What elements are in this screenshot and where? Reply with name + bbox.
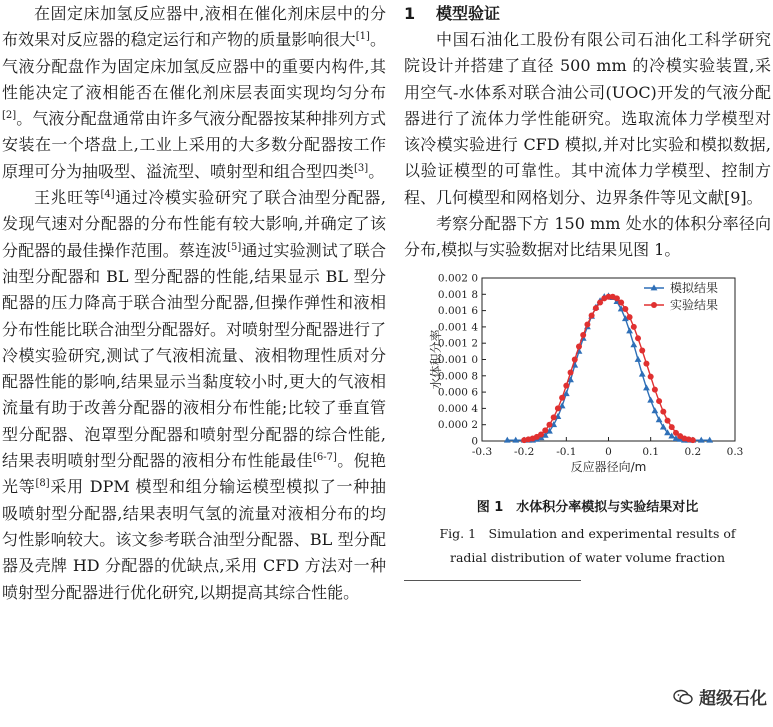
data-point-experiment	[593, 305, 599, 311]
x-axis-label: 反应器径向/m	[570, 459, 647, 474]
data-point-experiment	[656, 398, 662, 404]
watermark-text: 超级石化	[699, 689, 767, 709]
data-point-simulation	[651, 407, 658, 413]
data-point-simulation	[656, 416, 663, 422]
y-tick-label: 0.001 2	[437, 337, 478, 350]
citation: [4]	[100, 189, 115, 201]
paragraph-intro-2: 王兆旺等[4]通过冷模实验研究了联合油型分配器,发现气速对分配器的分布性能有较大影响,并确定了该分配器的最佳操作范围。蔡连波[5]通过实验测试了联合油型分配器和 BL 型分配器的性能,结果显示 BL 型分配器的压力降高于联合油型分配器,但操作弹性和液相分布性能比联合油型分配器好。对喷射型分配器进行了冷模实验研究,测试了气液相流量、液相物理性质对分配器性能的影响,结果显示当黏度较小时,更大的气液相流量有助于改善分配器的液相分布性能;比较了垂直管型分配器、泡罩型分配器和喷射型分配器的综合性能,结果表明喷射型分配器的液相分布性能最佳[6-7]。倪艳光等[8]采用 DPM 模型和组分输运模型模拟了一种抽吸喷射型分配器,结果表明气氢的流量对液相分布的均匀性影响较大。该文参考联合油型分配器、BL 型分配器及壳牌 HD 分配器的优缺点,采用 CFD 方法对一种喷射型分配器进行优化研究,以期提高其综合性能。	[2, 188, 387, 602]
data-point-experiment	[669, 424, 675, 430]
right-column	[404, 0, 771, 581]
y-tick-label: 0.000 8	[437, 369, 478, 382]
y-tick-label: 0.001 4	[437, 321, 478, 334]
figure-caption-en	[404, 522, 771, 570]
data-point-experiment	[639, 347, 645, 353]
y-tick-label: 0.000 4	[437, 402, 478, 415]
section-title: 模型验证	[436, 4, 501, 23]
data-point-experiment	[660, 408, 666, 414]
data-point-simulation	[635, 356, 642, 362]
data-point-simulation	[630, 341, 637, 347]
data-point-experiment	[618, 299, 624, 305]
data-point-experiment	[572, 356, 578, 362]
data-point-simulation	[660, 423, 667, 429]
data-point-experiment	[665, 417, 671, 423]
series-line-simulation	[507, 296, 709, 440]
data-point-experiment	[622, 306, 628, 312]
y-tick-label: 0.001 0	[437, 353, 478, 366]
data-point-experiment	[555, 405, 561, 411]
figure-1	[404, 272, 771, 496]
x-tick-label: -0.3	[471, 445, 493, 458]
data-point-experiment	[648, 373, 654, 379]
data-point-experiment	[690, 437, 696, 443]
wechat-icon	[673, 689, 693, 705]
data-point-experiment	[580, 332, 586, 338]
data-point-experiment	[631, 324, 637, 330]
data-point-experiment	[551, 414, 557, 420]
section-number: 1	[404, 4, 416, 23]
paragraph-intro-1: 在固定床加氢反应器中,液相在催化剂床层中的分布效果对反应器的稳定运行和产物的质量影响很大[1]。气液分配盘作为固定床加氢反应器中的重要内构件,其性能决定了液相能否在催化剂床层表面实现均匀分布[2]。气液分配盘通常由许多气液分配器按某种排列方式安装在一个塔盘上,工业上采用的大多数分配器按工作原理可分为抽吸型、溢流型、喷射型和组合型四类[3]。	[2, 4, 386, 181]
y-tick-label: 0	[471, 435, 478, 448]
data-point-experiment	[643, 360, 649, 366]
footnote-divider	[404, 580, 581, 581]
citation: [8]	[35, 478, 50, 490]
data-point-experiment	[589, 312, 595, 318]
x-tick-label: 0.3	[726, 445, 744, 458]
data-point-simulation	[639, 370, 646, 376]
data-point-experiment	[568, 369, 574, 375]
data-point-experiment	[652, 386, 658, 392]
watermark	[673, 684, 767, 709]
data-point-experiment	[559, 394, 565, 400]
legend-label: 实验结果	[670, 297, 719, 312]
figure-caption-en-line1: Fig. 1 Simulation and experimental results of	[439, 525, 736, 541]
citation: [2]	[2, 110, 17, 122]
figure-caption-en-line2: radial distribution of water volume fraction	[449, 549, 726, 565]
x-tick-label: 0.1	[642, 445, 660, 458]
data-point-experiment	[635, 335, 641, 341]
section-heading	[404, 1, 771, 27]
x-tick-label: 0	[605, 445, 612, 458]
citation: [1]	[355, 31, 370, 43]
data-point-experiment	[576, 343, 582, 349]
data-point-experiment	[546, 421, 552, 427]
paragraph-validation-2: 考察分配器下方 150 mm 处水的体积分率径向分布,模拟与实验数据对比结果见图 1。	[404, 214, 771, 260]
x-tick-label: -0.2	[514, 445, 535, 458]
y-axis-label: 水体积分率	[429, 329, 443, 390]
data-point-simulation	[643, 384, 650, 390]
water-fraction-chart	[404, 272, 771, 496]
y-tick-label: 0.002 0	[437, 272, 478, 285]
data-point-experiment	[542, 427, 548, 433]
citation: [5]	[227, 241, 242, 253]
x-tick-label: -0.1	[556, 445, 577, 458]
paragraph-validation-1: 中国石油化工股份有限公司石油化工科学研究院设计并搭建了直径 500 mm 的冷模实验装置,采用空气-水体系对联合油公司(UOC)开发的气液分配器进行了流体力学性能研究。选取流体力学模型对该冷模实验进行 CFD 模拟,并对比实验和模拟数据,以验证模型的可靠性。其中流体力学模型、控制方程、几何模型和网格划分、边界条件等见文献[9]。	[404, 30, 771, 207]
data-point-experiment	[584, 321, 590, 327]
data-point-experiment	[563, 382, 569, 388]
citation: [3]	[354, 162, 369, 174]
y-tick-label: 0.001 6	[437, 304, 478, 317]
legend-marker	[651, 302, 657, 308]
left-column	[2, 0, 386, 606]
y-tick-label: 0.000 6	[437, 386, 478, 399]
data-point-simulation	[647, 396, 654, 402]
y-tick-label: 0.001 8	[437, 288, 478, 301]
citation: [6-7]	[312, 452, 337, 464]
x-tick-label: 0.2	[684, 445, 702, 458]
data-point-experiment	[627, 314, 633, 320]
legend-label: 模拟结果	[670, 280, 719, 295]
figure-caption-cn: 图 1 水体积分率模拟与实验结果对比	[476, 499, 699, 515]
y-tick-label: 0.000 2	[437, 418, 478, 431]
